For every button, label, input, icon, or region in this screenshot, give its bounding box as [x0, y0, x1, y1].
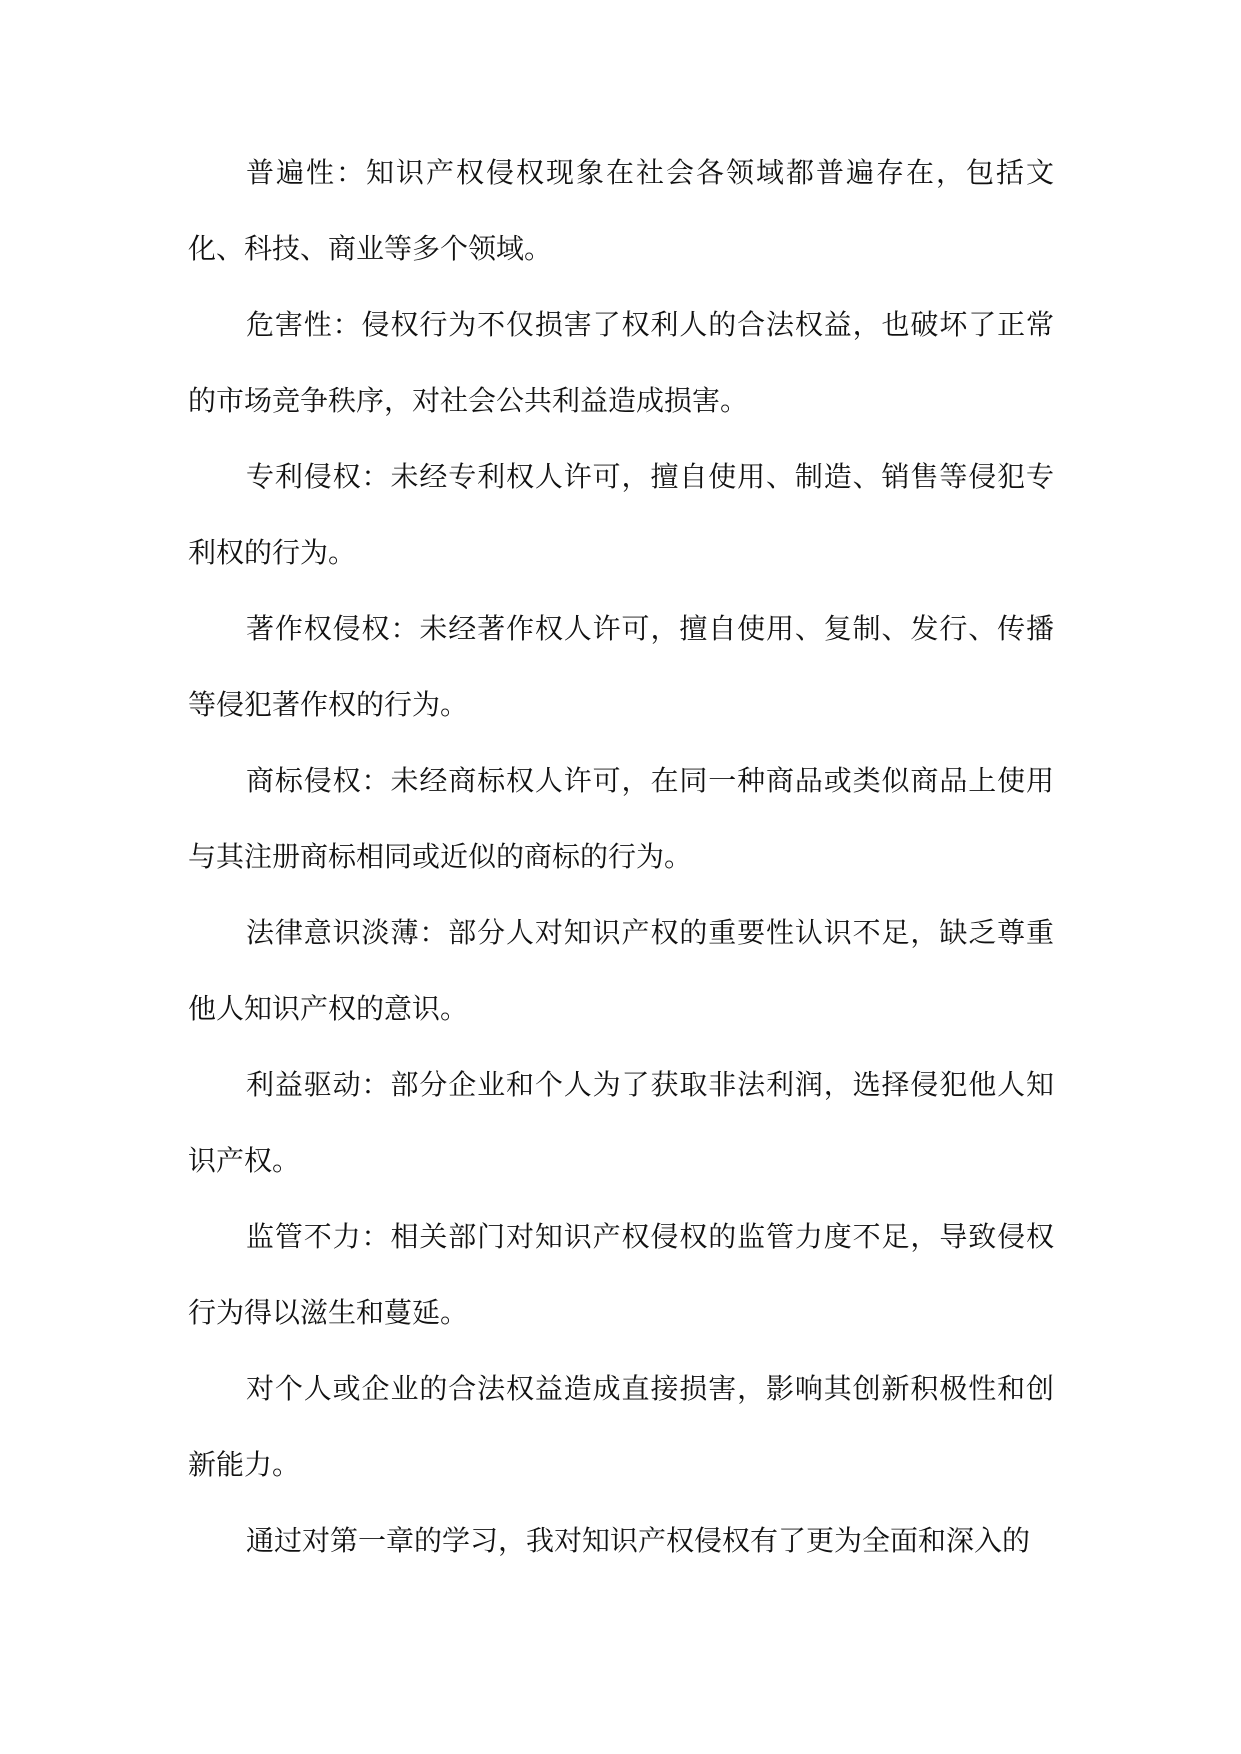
document-body — [188, 135, 1054, 1579]
paragraph-profit-driven: 利益驱动：部分企业和个人为了获取非法利润，选择侵犯他人知识产权。 — [188, 1068, 1054, 1177]
paragraph-harmfulness: 危害性：侵权行为不仅损害了权利人的合法权益，也破坏了正常的市场竞争秩序，对社会公共利益造成损害。 — [188, 308, 1054, 417]
paragraph-copyright-infringement: 著作权侵权：未经著作权人许可，擅自使用、复制、发行、传播等侵犯著作权的行为。 — [188, 612, 1054, 721]
paragraph-direct-damage: 对个人或企业的合法权益造成直接损害，影响其创新积极性和创新能力。 — [188, 1372, 1054, 1481]
paragraph-trademark-infringement: 商标侵权：未经商标权人许可，在同一种商品或类似商品上使用与其注册商标相同或近似的商标的行为。 — [188, 764, 1054, 873]
paragraph-weak-legal-awareness: 法律意识淡薄：部分人对知识产权的重要性认识不足，缺乏尊重他人知识产权的意识。 — [188, 916, 1054, 1025]
paragraph-weak-supervision: 监管不力：相关部门对知识产权侵权的监管力度不足，导致侵权行为得以滋生和蔓延。 — [188, 1220, 1054, 1329]
paragraph-patent-infringement: 专利侵权：未经专利权人许可，擅自使用、制造、销售等侵犯专利权的行为。 — [188, 460, 1054, 569]
paragraph-universality: 普遍性：知识产权侵权现象在社会各领域都普遍存在，包括文化、科技、商业等多个领域。 — [188, 156, 1054, 265]
paragraph-conclusion: 通过对第一章的学习，我对知识产权侵权有了更为全面和深入的 — [246, 1524, 1031, 1557]
